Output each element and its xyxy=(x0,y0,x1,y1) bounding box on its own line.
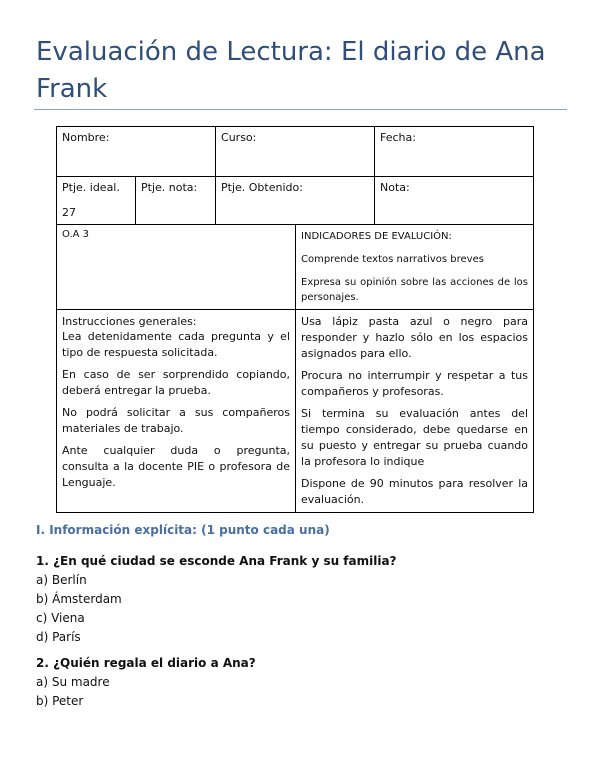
instruccion-item: Si termina su evaluación antes del tiempo considerado, debe quedarse en su puesto y entregar su prueba cuando la profesora lo indique xyxy=(301,407,529,468)
fecha-field[interactable] xyxy=(375,127,534,177)
curso-field[interactable] xyxy=(216,127,375,177)
indicador-item: Expresa su opinión sobre las acciones de los personajes. xyxy=(301,277,529,303)
question-1 xyxy=(36,552,397,647)
ptje-obtenido-label: Ptje. Obtenido: xyxy=(221,181,303,194)
ptje-ideal-cell xyxy=(57,177,136,225)
instruccion-item: Dispone de 90 minutos para resolver la evaluación. xyxy=(301,477,529,506)
answer-option[interactable]: b) Peter xyxy=(36,694,84,708)
instrucciones-title: Instrucciones generales: xyxy=(62,315,197,328)
ptje-obtenido-field[interactable] xyxy=(216,177,375,225)
question-2 xyxy=(36,654,256,711)
answer-option[interactable]: d) París xyxy=(36,630,81,644)
title-underline xyxy=(34,109,567,110)
oa-label: O.A 3 xyxy=(62,229,90,240)
instruccion-item: En caso de ser sorprendido copiando, deberá entregar la prueba. xyxy=(62,368,291,397)
instruccion-item: Procura no interrumpir y respetar a tus compañeros y profesoras. xyxy=(301,369,529,398)
section-heading: I. Información explícita: (1 punto cada una) xyxy=(36,523,330,537)
instrucciones-right-cell xyxy=(296,310,534,513)
header-table xyxy=(56,126,534,513)
indicadores-title: INDICADORES DE EVALUCIÓN: xyxy=(301,231,452,242)
nota-field[interactable] xyxy=(375,177,534,225)
nota-label: Nota: xyxy=(380,181,410,194)
instruccion-item: Ante cualquier duda o pregunta, consulta a la docente PIE o profesora de Lenguaje. xyxy=(62,444,291,489)
ptje-nota-label: Ptje. nota: xyxy=(141,181,198,194)
question-text: 1. ¿En qué ciudad se esconde Ana Frank y su familia? xyxy=(36,554,397,568)
ptje-nota-field[interactable] xyxy=(136,177,216,225)
answer-option[interactable]: c) Viena xyxy=(36,611,85,625)
question-text: 2. ¿Quién regala el diario a Ana? xyxy=(36,656,256,670)
instruccion-item: No podrá solicitar a sus compañeros materiales de trabajo. xyxy=(62,406,291,435)
fecha-label: Fecha: xyxy=(380,131,416,144)
answer-option[interactable]: a) Su madre xyxy=(36,675,110,689)
indicadores-cell xyxy=(296,225,534,310)
ptje-ideal-value: 27 xyxy=(62,206,76,219)
answer-option[interactable]: b) Ámsterdam xyxy=(36,592,122,606)
instrucciones-left-cell xyxy=(57,310,296,513)
answer-option[interactable]: a) Berlín xyxy=(36,573,87,587)
oa-cell xyxy=(57,225,296,310)
ptje-ideal-label: Ptje. ideal. xyxy=(62,181,120,194)
curso-label: Curso: xyxy=(221,131,257,144)
nombre-label: Nombre: xyxy=(62,131,110,144)
page-title: Evaluación de Lectura: El diario de Ana Frank xyxy=(36,37,546,104)
instruccion-item: Lea detenidamente cada pregunta y el tipo de respuesta solicitada. xyxy=(62,330,291,359)
indicador-item: Comprende textos narrativos breves xyxy=(301,254,484,265)
instruccion-item: Usa lápiz pasta azul o negro para responder y hazlo sólo en los espacios asignados para ello. xyxy=(301,315,529,360)
nombre-field[interactable] xyxy=(57,127,216,177)
